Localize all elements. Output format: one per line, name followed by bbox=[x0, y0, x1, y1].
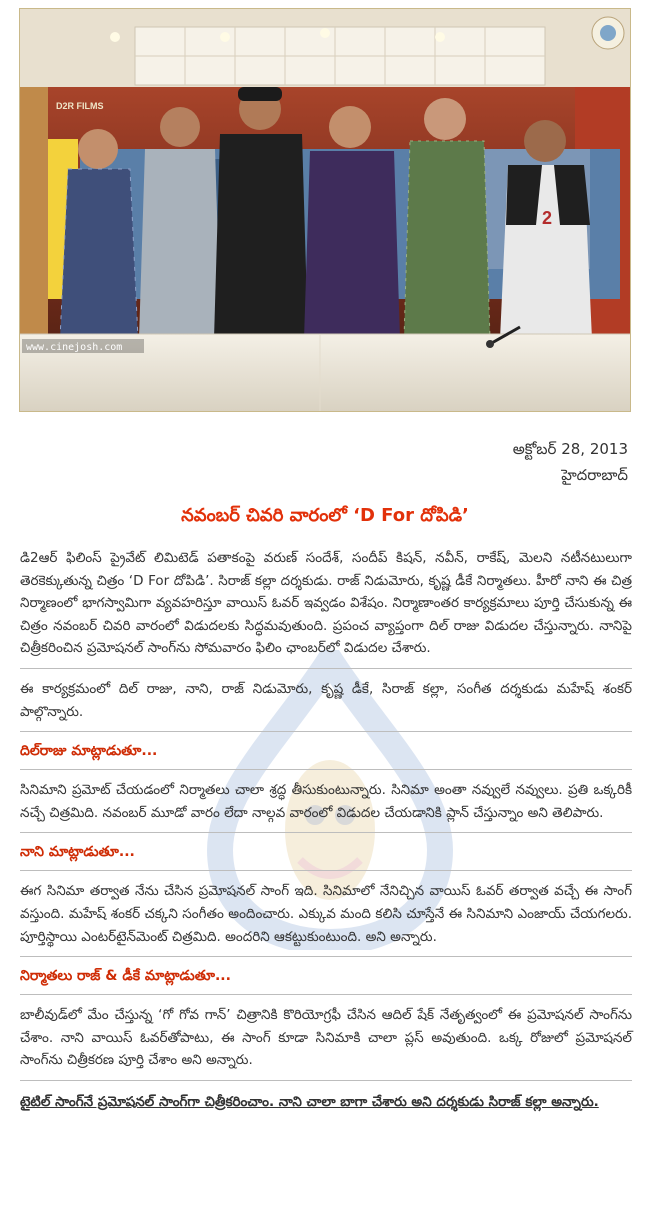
intro-paragraph-2: ఈ కార్యక్రమంలో దిల్ రాజు, నాని, రాజ్ నిడుమోరు, కృష్ణ డీకే, సిరాజ్ కల్లా, సంగీత దర్శకుడు మహేష్ శంకర్ పాల్గొన్నారు. bbox=[20, 680, 632, 720]
section-body-producers: బాలీవుడ్‌లో మేం చేస్తున్న ‘గో గోవ గాన్’ చిత్రానికి కొరియోగ్రఫీ చేసిన ఆదిల్ షేక్ నేతృత్వంలో ఈ ప్రమోషనల్ సాంగ్‌ను చేశాం. నాని వాయిస్ ఓవర్‌తోపాటు, ఈ సాంగ్ కూడా సినిమాకి చాలా ప్లస్ అవుతుంది. ఒక్క రోజులో ప్రమోషనల్ సాంగ్‌ను చిత్రీకరణ పూర్తి చేశాం అని అన్నారు. bbox=[20, 1007, 632, 1069]
article-body bbox=[20, 547, 632, 1114]
divider bbox=[20, 832, 632, 833]
divider bbox=[20, 956, 632, 957]
press-meet-photo bbox=[19, 8, 631, 412]
divider bbox=[20, 1080, 632, 1081]
divider bbox=[20, 731, 632, 732]
divider bbox=[20, 994, 632, 995]
section-body-dilraju: సినిమాని ప్రమోట్ చేయడంలో నిర్మాతలు చాలా శ్రద్ధ తీసుకుంటున్నారు. సినిమా అంతా నవ్వులే నవ్వులు. ప్రతి ఒక్కరికీ నచ్చే చిత్రమిది. నవంబర్ మూడో వారం లేదా నాల్గవ వారంలో విడుదల చేయడానికి ప్లాన్ చేస్తున్నాం అని తెలిపారు. bbox=[20, 782, 632, 821]
svg-text:2: 2 bbox=[542, 208, 553, 228]
section-body-nani: ఈగ సినిమా తర్వాత నేను చేసిన ప్రమోషనల్ సాంగ్ ఇది. సినిమాలో నేనిచ్చిన వాయిస్ ఓవర్ తర్వాత వచ్చే ఈ సాంగ్ వస్తుంది. మహేష్ శంకర్ చక్కని సంగీతం అందించారు. ఎక్కువ మంది కలిసి చూస్తేనే ఈ సినిమాని ఎంజాయ్ చేయగలరు. పూర్తిస్థాయి ఎంటర్‌టైన్‌మెంట్ చిత్రమిది. అందరిని ఆకట్టుకుంటుంది. అని అన్నారు. bbox=[20, 883, 632, 945]
banner-text: D2R FILMS bbox=[56, 101, 104, 111]
closing-paragraph: టైటిల్ సాంగ్‌నే ప్రమోషనల్ సాంగ్‌గా చిత్రీకరించాం. నాని చాలా బాగా చేశారు అని దర్శకుడు సిరాజ్ కల్లా అన్నారు. bbox=[20, 1093, 599, 1110]
divider bbox=[20, 769, 632, 770]
dateline bbox=[513, 436, 628, 488]
divider bbox=[20, 668, 632, 669]
article-place: హైదరాబాద్ bbox=[561, 466, 628, 484]
article-date: అక్టోబర్ 28, 2013 bbox=[512, 440, 628, 458]
article-headline: నవంబర్ చివరి వారంలో ‘D For దోపిడి’ bbox=[181, 505, 469, 526]
divider bbox=[20, 870, 632, 871]
section-heading-producers: నిర్మాతలు రాజ్ & డీకే మాట్లాడుతూ... bbox=[20, 968, 231, 985]
section-heading-nani: నాని మాట్లాడుతూ... bbox=[20, 844, 135, 861]
section-heading-dilraju: దిల్‌రాజు మాట్లాడుతూ... bbox=[20, 743, 158, 760]
intro-paragraph-1: డి2ఆర్ ఫిలింస్ ప్రైవేట్ లిమిటెడ్ పతాకంపై వరుణ్ సందేశ్, సందీప్ కిషన్, నవీన్, రాకేష్, మెలని నటీనటులుగా తెరకెక్కుతున్న చిత్రం ‘D For దోపిడి’. సిరాజ్ కల్లా దర్శకుడు. రాజ్ నిడుమోరు, కృష్ణ డీకే నిర్మాతలు. హీరో నాని ఈ చిత్ర నిర్మాణంలో భాగస్వామిగా వ్యవహరిస్తూ వాయిస్ ఓవర్ ఇవ్వడం విశేషం. నిర్మాణాంతర కార్యక్రమాలు పూర్తి చేసుకున్న ఈ చిత్రం నవంబర్ చివరి వారంలో విడుదలకు సిద్ధమవుతుంది. ప్రపంచ వ్యాప్తంగా దిల్ రాజు విడుదల చేస్తున్నారు. నానిపై చిత్రీకరించిన ప్రమోషనల్ సాంగ్‌ను సోమవారం ఫిలిం ఛాంబర్‌లో విడుదల చేశారు. bbox=[20, 550, 632, 657]
photo-watermark: www.cinejosh.com bbox=[26, 342, 123, 353]
